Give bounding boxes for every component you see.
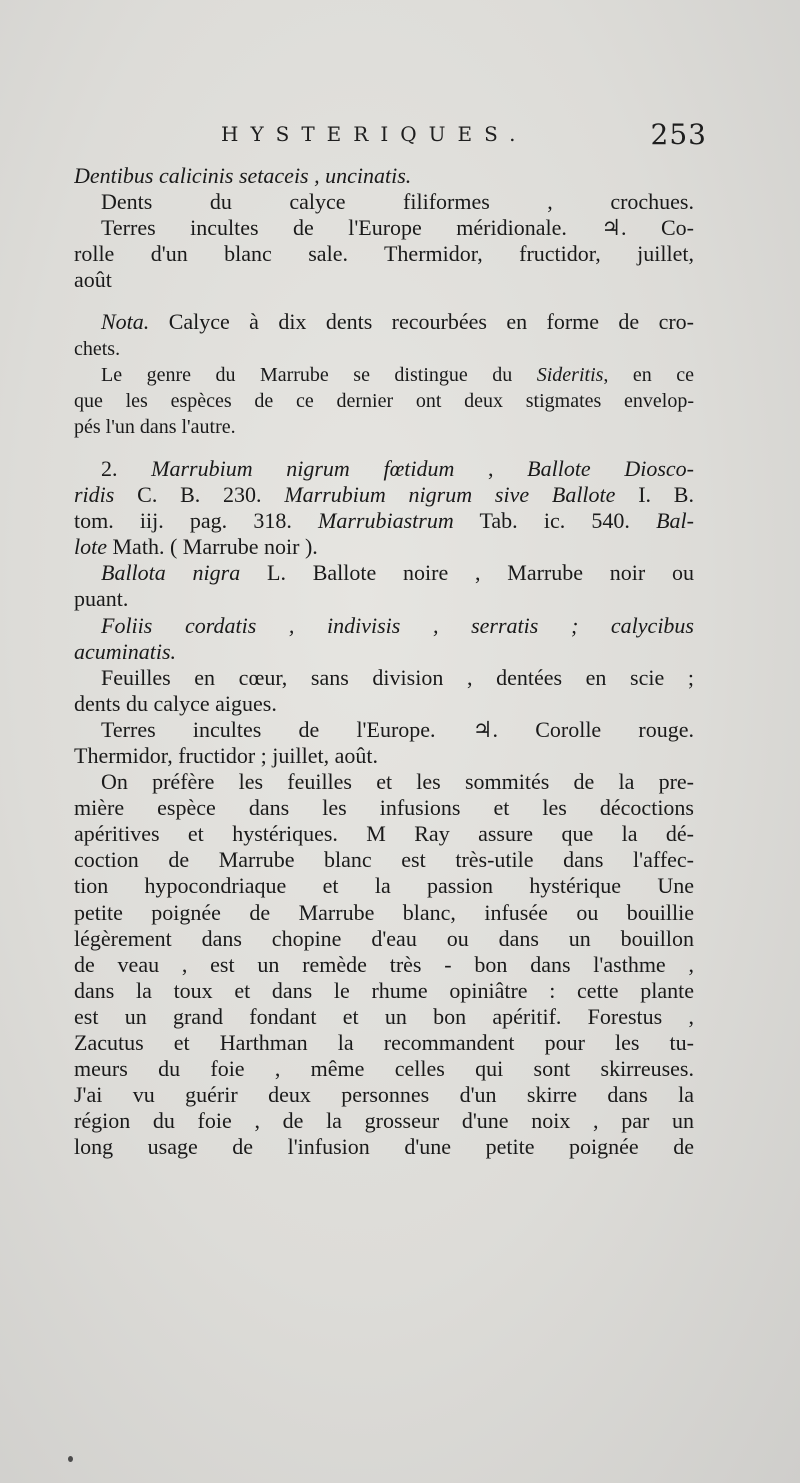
running-title: HYSTERIQUES. (221, 122, 528, 146)
text-line: coction de Marrube blanc est très-utile dans l'affec- (74, 847, 694, 873)
text-line: région du foie , de la grosseur d'une noix , par un (74, 1108, 694, 1134)
text-line: puant. (74, 586, 129, 612)
text-line: Terres incultes de l'Europe méridionale. ♃. Co- (101, 215, 694, 242)
text-line: est un grand fondant et un bon apéritif. Forestus , (74, 1003, 694, 1029)
text-line: lote Math. ( Marrube noir ). (74, 534, 318, 560)
text-line: Le genre du Marrube se distingue du Sideritis, en ce (101, 363, 694, 386)
text-line: Feuilles en cœur, sans division , dentées en scie ; (101, 664, 694, 690)
text-line: Dents du calyce filiformes , crochues. (101, 189, 694, 215)
text-line: pés l'un dans l'autre. (74, 415, 236, 438)
text-line: chets. (74, 337, 121, 360)
body-text (74, 163, 694, 1160)
text-line: J'ai vu guérir deux personnes d'un skirre dans la (74, 1082, 694, 1108)
text-line: mière espèce dans les infusions et les décoctions (74, 795, 694, 821)
text-line: Thermidor, fructidor ; juillet, août. (74, 742, 378, 768)
text-line: dans la toux et dans le rhume opiniâtre : cette plante (74, 977, 694, 1003)
text-line: août (74, 267, 112, 293)
text-line: Terres incultes de l'Europe. ♃. Corolle rouge. (101, 716, 694, 743)
text-line: apéritives et hystériques. M Ray assure que la dé- (74, 821, 694, 847)
text-line: On préfère les feuilles et les sommités de la pre- (101, 769, 694, 795)
text-line: tion hypocondriaque et la passion hystérique Une (74, 873, 694, 899)
text-line: de veau , est un remède très - bon dans l'asthme , (74, 951, 694, 977)
text-line: Zacutus et Harthman la recommandent pour les tu- (74, 1030, 694, 1055)
text-line: 2. Marrubium nigrum fœtidum , Ballote Diosco- (101, 455, 694, 481)
page-number: 253 (650, 118, 707, 151)
text-line: rolle d'un blanc sale. Thermidor, fructidor, juillet, (74, 241, 694, 267)
text-line: petite poignée de Marrube blanc, infusée ou bouillie (74, 899, 694, 925)
text-line: ridis C. B. 230. Marrubium nigrum sive Ballote I. B. (74, 482, 694, 508)
ink-speck (68, 1456, 73, 1462)
text-line: Dentibus calicinis setaceis , uncinatis. (74, 163, 412, 188)
text-line: que les espèces de ce dernier ont deux stigmates envelop- (74, 389, 694, 412)
text-line: Nota. Calyce à dix dents recourbées en forme de cro- (101, 309, 694, 335)
text-line: légèrement dans chopine d'eau ou dans un bouillon (74, 925, 694, 951)
text-line: meurs du foie , même celles qui sont skirreuses. (74, 1056, 694, 1082)
perennial-symbol-icon: ♃ (601, 216, 622, 242)
text-line: tom. iij. pag. 318. Marrubiastrum Tab. ic. 540. Bal- (74, 508, 694, 534)
text-line: Ballota nigra L. Ballote noire , Marrube noir ou (101, 560, 694, 586)
page-header (95, 118, 707, 150)
text-line: dents du calyce aigues. (74, 690, 277, 716)
text-line: acuminatis. (74, 638, 177, 664)
text-line: Foliis cordatis , indivisis , serratis ; calycibus (101, 612, 694, 638)
perennial-symbol-icon: ♃ (472, 717, 493, 743)
text-line: long usage de l'infusion d'une petite poignée de (74, 1134, 694, 1160)
